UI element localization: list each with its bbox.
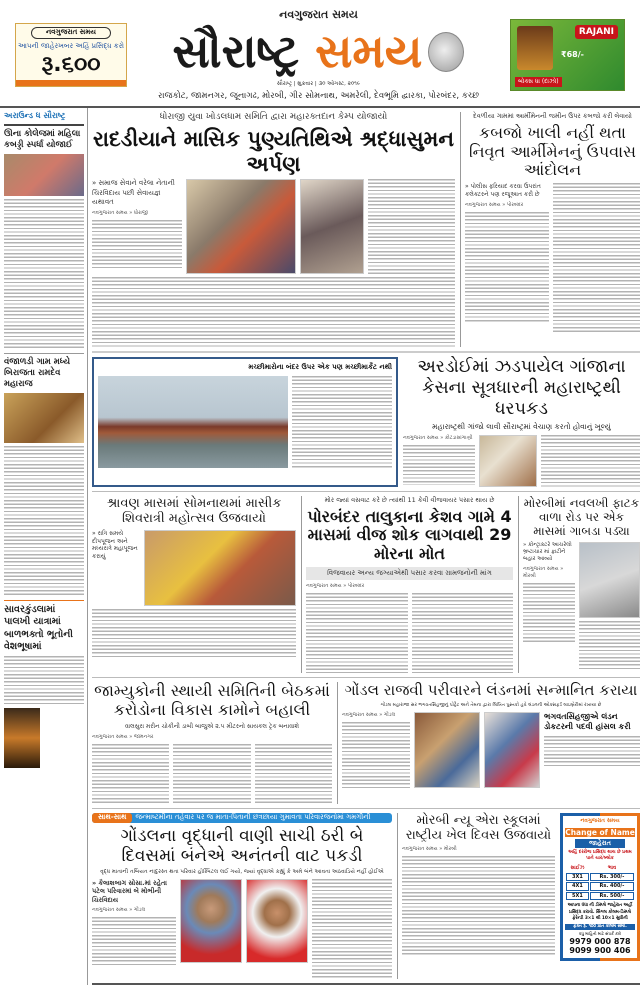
radadiya-bullet: » સમાજ સેવાને વરેલા નેતાની ચિરવિદાય પછી સેવાયજ્ઞ યથાવત — [92, 179, 175, 206]
jamnagar-byline: નવગુજરાત સમય » જામનગર — [92, 733, 154, 740]
gondal-library-photo — [414, 712, 480, 788]
harbour-photo — [98, 376, 288, 468]
morbi-road-byline: નવગુજરાત સમય » મોરબી — [523, 566, 564, 579]
masthead — [0, 0, 640, 108]
army-kicker: દેવળીયા ગામમાં આર્મીમેનની જમીન ઉપર કબજો કરી લેવાયો — [473, 112, 632, 121]
radadiya-byline: નવગુજરાત સમય » ધોરાજી — [92, 209, 148, 216]
gondal-royal-byline: નવગુજરાત સમય » ગોંડલ — [342, 711, 396, 718]
ganja-photo — [479, 435, 537, 487]
sidebar-item-headline[interactable]: ઊના કોલેજમાં મહિલા કબડ્ડી સ્પર્ધા યોજાઈ — [4, 128, 81, 150]
mother-portrait — [180, 879, 242, 963]
army-byline: નવગુજરાત સમય » પોરબંદર — [465, 201, 524, 208]
left-ad[interactable] — [15, 23, 127, 87]
radadiya-headline[interactable]: રાદડીયાને માસિક પુણ્યતિથિએ શ્રદ્ધાસુમન અર્પણ — [93, 126, 454, 176]
gondal-elderly-subhead: વૃદ્ધ માતાની તબિયત નાદુરસ્ત થતા પરિવાર હોસ્પિટલ લઈ ગયો, જ્યાં વૃદ્ધાએ કહ્યું કે અમે બંને આવતા અઠવાડિયે નહીં હોઈએ — [100, 868, 384, 875]
morbi-school-story — [397, 813, 555, 979]
sidebar — [0, 108, 88, 985]
ad-rate-table: સાઈઝ ભાવ 3X1 Rs. 300/- 4X1 Rs. 400/- 5X1 Rs. 500/- — [565, 864, 635, 901]
title-saurashtra: સૌરાષ્ટ્ર — [172, 24, 300, 79]
ad-price: રૂ.૬૦૦ — [41, 51, 101, 77]
peacock-headline[interactable]: પોરબંદર તાલુકાના કેશવ ગામે 4 માસમાં વીજ શોક લાગવાથી 29 મોરના મોત — [307, 506, 512, 564]
ad-product-price: ₹68/- — [561, 50, 584, 60]
gondal-royal-headline[interactable]: ગોંડલ રાજવી પરીવારને લંડનમાં સન્માનિત કરાયા — [344, 681, 638, 700]
radadiya-photo-2 — [300, 179, 364, 274]
somnath-bullet: » રાત્રિ સમયે દીપપૂજન અને મધ્યરાત્રે મહાપૂજન કરાયું — [92, 529, 138, 561]
peacock-kicker: મોર જ્યાં વસવાટ કરે છે ત્યાંથી 11 કેવી વીજવાયર પસાર થાય છે — [324, 496, 495, 505]
city-list: રાજકોટ, જામનગર, જૂનાગઢ, મોરબી, ગીર સોમનાથ, અમરેલી, દેવભૂમિ દ્વારકા, પોરબંદર, કચ્છ — [158, 91, 479, 102]
gondal-kicker: જન્માષ્ટમીના તહેવાર પર જ માતા-પિતાની છત્રછાયા ગુમાવતા પરિવારજનોમાં ગમગીની — [135, 812, 371, 821]
ganja-byline: નવગુજરાત સમય » કોટડાસાંગાણી — [403, 435, 473, 442]
procession-photo — [4, 708, 40, 768]
ad-offer: ફક્ત રૂ. ૧૦૦ પ્રતિ કોલમ સેમી. — [565, 924, 635, 930]
peacock-story — [301, 496, 513, 673]
father-portrait — [246, 879, 308, 963]
somnath-photo — [144, 530, 296, 606]
fishing-box — [92, 357, 398, 487]
ad-logo: નવગુજરાત સમય — [580, 817, 620, 824]
gondal-side-headline[interactable]: ભગવતસિંહજીએ લંડન ડોકટરની પદવી હાંસલ કરી — [544, 711, 631, 732]
masthead-title — [173, 24, 423, 79]
jamnagar-headline[interactable]: જામ્યુકોની સ્થાયી સમિતિની બેઠકમાં કરોડોના વિકાસ કામોને બહાલી — [94, 681, 330, 720]
gondal-elderly-headline[interactable]: ગોંડલના વૃદ્ધાની વાણી સાચી ઠરી બે દિવસમાં બંનેએ અનંતની વાટ પકડી — [120, 825, 364, 866]
ad-phone-1[interactable]: 9979 000 878 — [569, 936, 631, 946]
ad-product-image — [517, 26, 553, 70]
ad-title: Change of Name — [565, 827, 635, 837]
radadiya-photo — [186, 179, 296, 274]
ad-pitch: આપના ધંધા ની ડીસ્પ્લે જાહેરાત અહીં પ્રસિદ્ધ કરાવો. સિંગલ કોલમ-ડિસ્પ્લે ફેરેન્ડી 3×1 થી 10×1 સુધીની — [567, 903, 633, 921]
sidebar-item-headline[interactable]: વંજાળડી ગામ મધ્યે બિરાજતા રામદેવ મહારાજ — [4, 356, 71, 389]
army-headline[interactable]: કબજો ખાલી નહીં થતા નિવૃત આર્મીમેનનું ઉપવાસ આંદોલન — [469, 122, 636, 180]
ganja-story — [403, 357, 640, 487]
ad-subtitle: જાહેરાત — [575, 839, 625, 847]
ganja-headline[interactable]: અરડોઈમાં ઝડપાયેલ ગાંજાના કેસના સૂત્રધારની મહારાષ્ટ્રથી ધરપકડ — [417, 357, 626, 419]
morbi-road-headline[interactable]: મોરબીમાં નવલખી ફાટક વાળા રોડ પર એક માસમાં ગાબડા પડ્યા — [523, 496, 640, 539]
peacock-banner: વિજવાયર અન્ય જગ્યાએથી પસાર કરવા ગ્રામજનોની માંગ — [306, 567, 513, 580]
morbi-road-photo — [579, 542, 640, 618]
somnath-story — [92, 496, 296, 673]
morbi-school-byline: નવગુજરાત સમય » મોરબી — [402, 846, 457, 853]
gondal-royal-subhead: ગોંડલ મહારાજા સર ભગવતસિંહજીનું પોર્ટ્રેટ અને તેમના દ્વારા લિખિત પુસ્તકો હવે લંડનની ઓક્સફર્ડ લાઇબ્રેરીમાં રખાયા છે — [380, 702, 602, 708]
gondal-elderly-story — [92, 813, 392, 979]
tag-saath-saath: સાથ-સાથ — [92, 813, 132, 823]
harbour-caption: મચ્છીમારોના બંદર ઉપર એક પણ મચ્છીમાર્કેટ નથી — [248, 363, 392, 372]
jamnagar-story — [92, 682, 332, 804]
sidebar-item-headline[interactable]: સાવરકુંડલામાં પાલખી યાત્રામાં બાળભક્તો ભૂતોની વેશભૂષામાં — [4, 603, 74, 652]
dateline: સૌરાષ્ટ્ર | શુક્રવાર | ૩૦ ઓગસ્ટ, ૨૦૧૯ — [276, 81, 361, 88]
main-content — [88, 108, 640, 985]
army-story — [460, 112, 640, 347]
gondal-kicker-bar — [92, 813, 392, 823]
morbi-school-headline[interactable]: મોરબી ન્યૂ એરા સ્કૂલમાં રાષ્ટ્રીય ખેલ દિવસ ઉજવાયો — [405, 812, 552, 844]
ad-label: બોક્સ ધા (દાઝો) — [515, 77, 562, 87]
jamnagar-subhead: વાલસુરા મરીન ચોકીની ડાબી બાજુએ ૨.૫ મીટરનો સાયકલ ટ્રેક બનાવાશે — [124, 723, 300, 731]
ad-note: અહિં દરરોજ પ્રસિદ્ધ થાય છે પ્રથમ પાને ચાર/બ્લોક — [568, 849, 632, 861]
right-ad[interactable] — [510, 19, 625, 91]
sidebar-title: અરાઉન્ડ ધ સૌરાષ્ટ્ર — [4, 111, 84, 125]
army-bullet: » પોલીસ ફરિયાદ કરવા ઉપરાંત કલેક્ટરને પણ રજૂઆત કરી છે — [465, 183, 541, 199]
gondal-elderly-byline: નવગુજરાત સમય » ગોંડલ — [92, 907, 146, 914]
ad-brand: RAJANI — [575, 25, 618, 39]
gondal-doctorate-photo — [484, 712, 540, 788]
temple-photo — [4, 393, 84, 443]
ad-phone-2[interactable]: 9099 900 406 — [569, 946, 631, 956]
lion-logo-icon — [428, 32, 464, 72]
ad-logo: નવગુજરાત સમય — [31, 27, 111, 39]
change-of-name-ad[interactable] — [560, 813, 640, 961]
morbi-road-story — [518, 496, 640, 673]
morbi-road-bullet: » કોન્ટ્રાક્ટરે આચરેલો ભ્રષ્ટાચાર માં ફાટીને બહાર આવ્યો — [523, 541, 572, 562]
ganja-subhead: મહારાષ્ટ્રથી ગાંજો લાવી સૌરાષ્ટ્રમાં વેચાણ કરતો હોવાનું ખૂલ્યું — [432, 422, 611, 432]
ad-tagline: આપની જાહેરખબર અહિં પ્રસિદ્ધ કરો — [18, 41, 124, 50]
radadiya-story — [92, 112, 455, 347]
kabaddi-photo — [4, 154, 84, 196]
somnath-headline[interactable]: શ્રાવણ માસમાં સોમનાથમાં માસીક શિવરાત્રી મહોત્સવ ઉજવાયો — [106, 496, 282, 527]
gondal-elderly-bullet: » કૈલાશબાગ સોસા.માં રહેતા પટેલ પરિવારમાં બે મોભીની ચિરવિદાય — [92, 878, 167, 904]
group-logo: નવગુજરાત સમય — [279, 8, 358, 21]
gondal-royal-story — [337, 682, 640, 804]
peacock-byline: નવગુજરાત સમય » પોરબંદર — [306, 583, 365, 590]
ad-contact-label: વધુ માહિતી માટે સંપર્ક કરો — [578, 930, 621, 936]
masthead-center — [137, 8, 500, 102]
title-samay: સમય — [315, 24, 423, 79]
radadiya-kicker: ધોરાજી યુવા ખોડલધામ સમિતિ દ્વારા મહારક્તદાન કેમ્પ યોજાયો — [159, 112, 388, 123]
